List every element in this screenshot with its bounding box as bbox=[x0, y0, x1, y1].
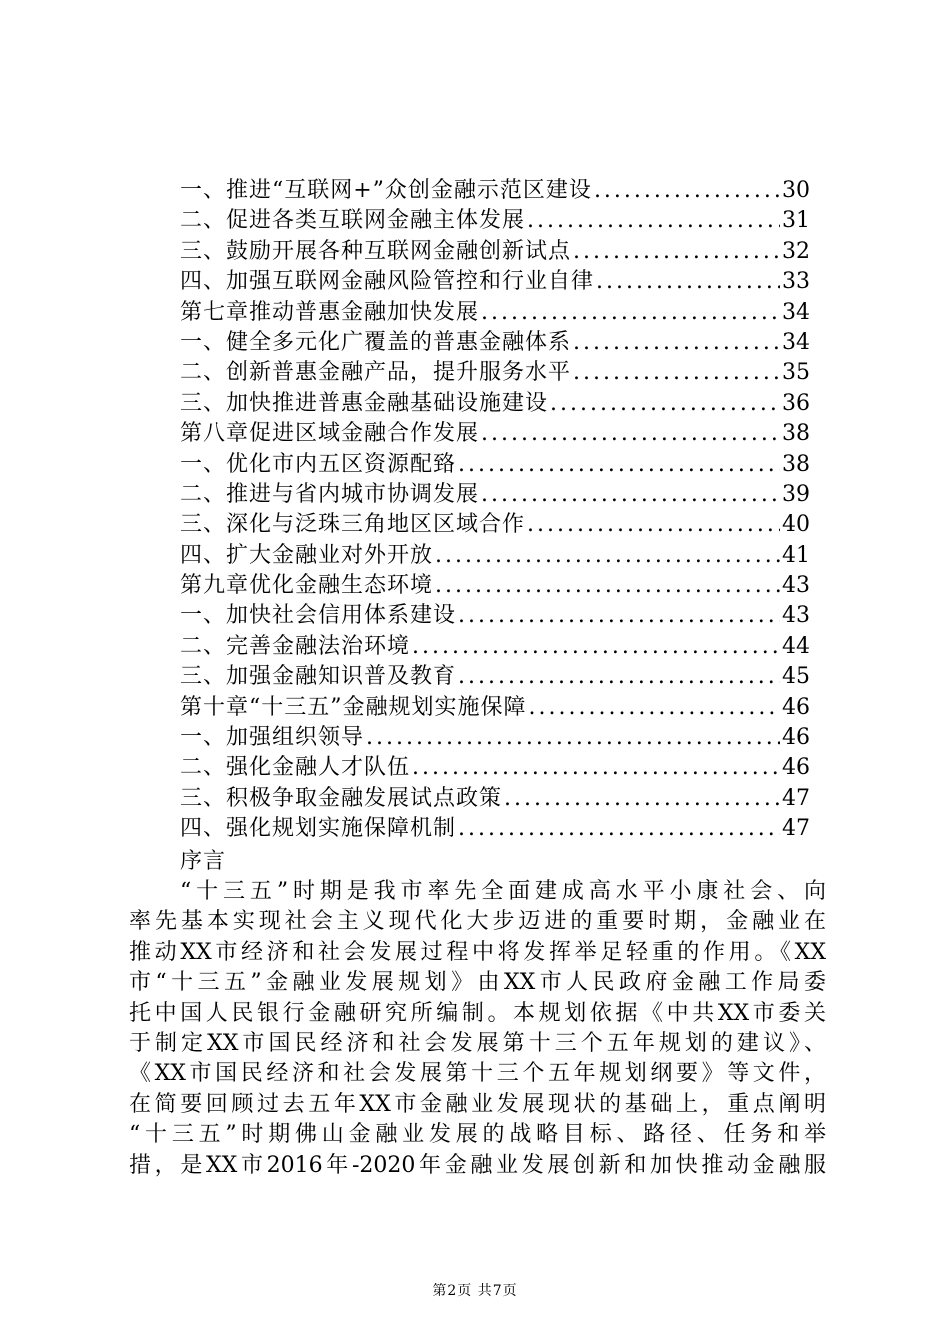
toc-entry-page: 33 bbox=[782, 269, 810, 295]
toc-leader-dots bbox=[596, 267, 780, 297]
paragraph-line: 《XX市国民经济和社会发展第十三个五年规划纲要》等文件， bbox=[129, 1061, 826, 1087]
toc-chapter-entry bbox=[180, 693, 810, 723]
toc-leader-dots bbox=[481, 298, 780, 328]
toc-leader-dots bbox=[573, 237, 780, 267]
toc-entry-title: 三、加强金融知识普及教育 bbox=[180, 664, 457, 690]
toc-entry-title: 二、推进与省内城市协调发展 bbox=[180, 481, 480, 507]
toc-entry-page: 34 bbox=[782, 299, 810, 325]
toc-entry-title: 四、加强互联网金融风险管控和行业自律 bbox=[180, 269, 595, 295]
toc-entry bbox=[180, 510, 810, 540]
toc-entry-title: 三、积极争取金融发展试点政策 bbox=[180, 785, 503, 811]
toc-entry-title: 三、鼓励开展各种互联网金融创新试点 bbox=[180, 238, 572, 264]
toc-entry bbox=[180, 480, 810, 510]
toc-entry-title: 二、强化金融人才队伍 bbox=[180, 755, 411, 781]
toc-leader-dots bbox=[435, 571, 780, 601]
toc-entry bbox=[180, 237, 810, 267]
paragraph-line: 托中国人民银行金融研究所编制。本规划依据《中共XX市委关 bbox=[129, 1000, 826, 1026]
toc-entry-title: 一、加强组织领导 bbox=[180, 725, 365, 751]
toc-chapter-entry bbox=[180, 419, 810, 449]
toc-entry bbox=[180, 358, 810, 388]
toc-entry-title: 一、优化市内五区资源配臵 bbox=[180, 451, 457, 477]
paragraph-line: 率先基本实现社会主义现代化大步迈进的重要时期，金融业在 bbox=[129, 909, 826, 935]
toc-entry-title: 第八章促进区域金融合作发展 bbox=[180, 421, 480, 447]
toc-entry bbox=[180, 814, 810, 844]
toc-leader-dots bbox=[527, 206, 780, 236]
paragraph-line: “十三五”时期佛山金融业发展的战略目标、路径、任务和举 bbox=[129, 1122, 826, 1148]
toc-entry-page: 47 bbox=[782, 816, 810, 842]
toc-entry-page: 44 bbox=[782, 633, 810, 659]
toc-entry-page: 38 bbox=[782, 451, 810, 477]
toc-leader-dots bbox=[435, 541, 780, 571]
page-footer: 第2页 共7页 bbox=[432, 1283, 518, 1299]
toc-entry-title: 一、加快社会信用体系建设 bbox=[180, 603, 457, 629]
toc-entry bbox=[180, 662, 810, 692]
toc-leader-dots bbox=[550, 389, 780, 419]
toc-leader-dots bbox=[481, 480, 780, 510]
toc-entry-title: 第七章推动普惠金融加快发展 bbox=[180, 299, 480, 325]
toc-entry bbox=[180, 632, 810, 662]
toc-leader-dots bbox=[594, 176, 780, 206]
toc-entry bbox=[180, 450, 810, 480]
toc-entry-page: 34 bbox=[782, 329, 810, 355]
toc-entry-title: 三、深化与泛珠三角地区区域合作 bbox=[180, 512, 526, 538]
toc-leader-dots bbox=[529, 693, 781, 723]
toc-entry-title: 四、扩大金融业对外开放 bbox=[180, 542, 434, 568]
toc-entry bbox=[180, 389, 810, 419]
toc-entry-title: 一、健全多元化广覆盖的普惠金融体系 bbox=[180, 329, 572, 355]
toc-entry-title: 第十章“十三五”金融规划实施保障 bbox=[180, 694, 527, 720]
toc-entry bbox=[180, 206, 810, 236]
toc-leader-dots bbox=[412, 632, 780, 662]
toc-entry-title: 二、促进各类互联网金融主体发展 bbox=[180, 208, 526, 234]
toc-entry bbox=[180, 267, 810, 297]
toc-entry-page: 46 bbox=[782, 755, 810, 781]
toc-entry bbox=[180, 328, 810, 358]
toc-entry-page: 41 bbox=[782, 542, 810, 568]
toc-entry-page: 46 bbox=[782, 694, 810, 720]
toc-entry bbox=[180, 601, 810, 631]
toc-entry bbox=[180, 723, 810, 753]
toc-entry bbox=[180, 753, 810, 783]
toc-leader-dots bbox=[573, 328, 780, 358]
toc-leader-dots bbox=[366, 723, 780, 753]
paragraph-line: “十三五”时期是我市率先全面建成高水平小康社会、向 bbox=[180, 879, 826, 904]
toc-entry bbox=[180, 541, 810, 571]
toc-leader-dots bbox=[504, 784, 780, 814]
preface-paragraph bbox=[129, 877, 826, 1181]
toc-entry-page: 39 bbox=[782, 481, 810, 507]
toc-chapter-entry bbox=[180, 298, 810, 328]
toc-entry-title: 二、创新普惠金融产品，提升服务水平 bbox=[180, 360, 572, 386]
toc-entry-page: 43 bbox=[782, 603, 810, 629]
toc-leader-dots bbox=[412, 753, 780, 783]
toc-chapter-entry bbox=[180, 571, 810, 601]
toc-leader-dots bbox=[481, 419, 780, 449]
toc-leader-dots bbox=[527, 510, 780, 540]
toc-entry bbox=[180, 176, 810, 206]
toc-leader-dots bbox=[458, 450, 780, 480]
toc-entry-page: 40 bbox=[782, 512, 810, 538]
toc-entry-title: 第九章优化金融生态环境 bbox=[180, 573, 434, 599]
toc-entry-page: 46 bbox=[782, 725, 810, 751]
paragraph-line: 措，是XX市2016年-2020年金融业发展创新和加快推动金融服 bbox=[129, 1152, 826, 1178]
toc-entry-title: 三、加快推进普惠金融基础设施建设 bbox=[180, 390, 549, 416]
toc-entry-page: 47 bbox=[782, 785, 810, 811]
toc-entry bbox=[180, 784, 810, 814]
paragraph-line: 推动XX市经济和社会发展过程中将发挥举足轻重的作用。《XX bbox=[129, 939, 826, 965]
toc-entry-title: 四、强化规划实施保障机制 bbox=[180, 816, 457, 842]
toc-entry-page: 35 bbox=[782, 360, 810, 386]
toc-entry-title: 一、推进“互联网+”众创金融示范区建设 bbox=[180, 178, 592, 203]
toc-entry-page: 31 bbox=[782, 208, 810, 234]
toc-entry-page: 36 bbox=[782, 390, 810, 416]
toc-entry-page: 43 bbox=[782, 573, 810, 599]
toc-entry-page: 38 bbox=[782, 421, 810, 447]
table-of-contents bbox=[180, 176, 810, 845]
toc-entry-page: 45 bbox=[782, 664, 810, 690]
paragraph-line: 在简要回顾过去五年XX市金融业发展现状的基础上，重点阐明 bbox=[129, 1091, 826, 1117]
paragraph-line: 市“十三五”金融业发展规划》由XX市人民政府金融工作局委 bbox=[129, 970, 826, 996]
toc-entry-title: 二、完善金融法治环境 bbox=[180, 633, 411, 659]
toc-leader-dots bbox=[458, 601, 780, 631]
toc-leader-dots bbox=[458, 662, 780, 692]
paragraph-line: 于制定XX市国民经济和社会发展第十三个五年规划的建议》、 bbox=[129, 1030, 826, 1056]
toc-leader-dots bbox=[573, 358, 780, 388]
preface-heading: 序言 bbox=[180, 849, 227, 874]
toc-leader-dots bbox=[458, 814, 780, 844]
toc-entry-page: 30 bbox=[782, 178, 810, 203]
toc-entry-page: 32 bbox=[782, 238, 810, 264]
